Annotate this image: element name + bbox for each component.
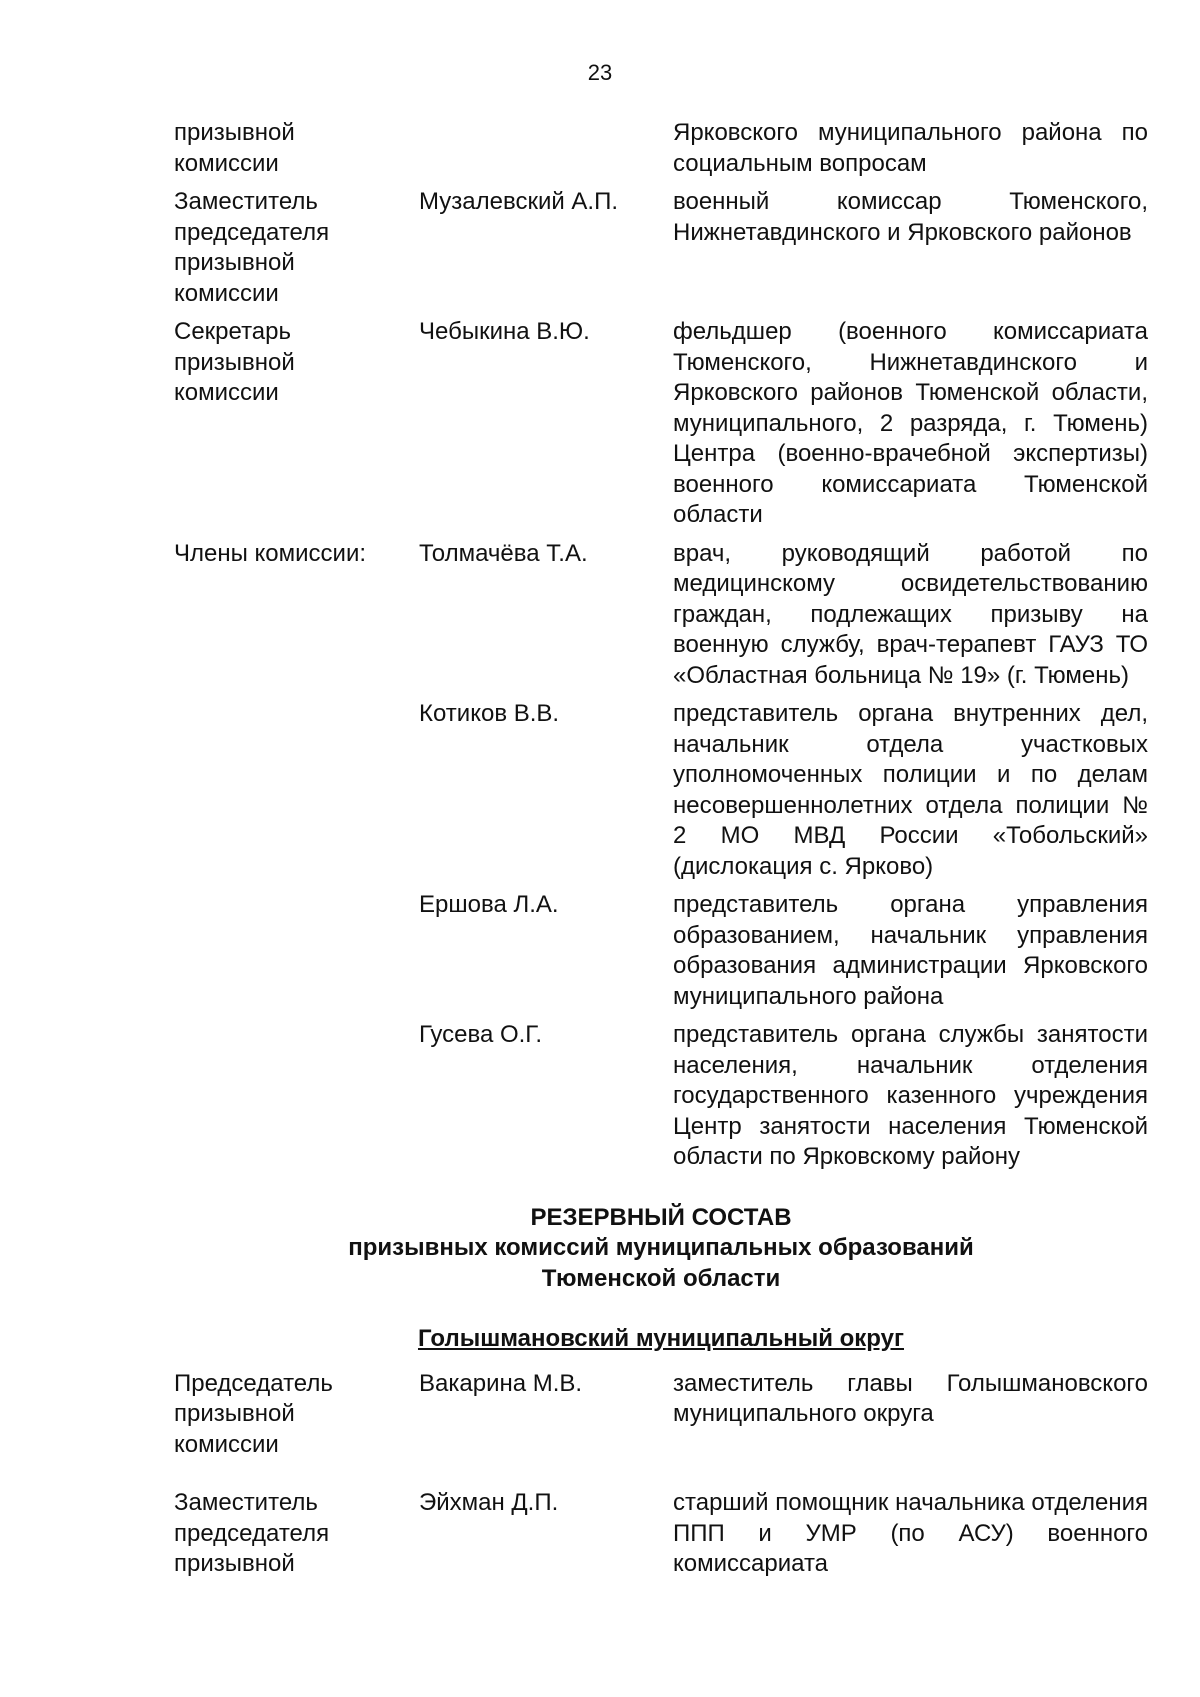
member-name: Чебыкина В.Ю. bbox=[419, 318, 590, 345]
role-line: призывной bbox=[174, 119, 295, 146]
table-row bbox=[174, 1020, 1148, 1173]
role-line: председателя bbox=[174, 218, 330, 246]
member-name: Вакарина М.В. bbox=[419, 1369, 583, 1397]
member-name: Эйхман Д.П. bbox=[419, 1489, 559, 1516]
role-cell bbox=[174, 1020, 419, 1173]
role-line: Заместитель bbox=[174, 1489, 318, 1516]
table-row bbox=[174, 1488, 1148, 1580]
district-table bbox=[174, 1369, 1148, 1580]
commission-table bbox=[174, 118, 1148, 1173]
member-name: Котиков В.В. bbox=[419, 700, 560, 727]
table-row bbox=[174, 539, 1148, 692]
role-cell bbox=[174, 317, 419, 531]
member-position: представитель органа внутренних дел, начальник отдела участковых уполномоченных полиции и по делам несовершеннолетних отдела полиции № 2 МО МВД России «Тобольский» (дислокация с. Ярково) bbox=[673, 700, 1148, 880]
document-body bbox=[174, 118, 1148, 1588]
member-position: врач, руководящий работой по медицинскому освидетельствованию граждан, подлежащих призыву на военную службу, врач-терапевт ГАУЗ ТО «Областная больница № 19» (г. Тюмень) bbox=[673, 539, 1148, 689]
role-line: комиссии bbox=[174, 1430, 279, 1458]
member-name bbox=[419, 118, 673, 179]
role-line: Председатель bbox=[174, 1369, 333, 1397]
role-cell bbox=[174, 1369, 419, 1461]
member-name: Ершова Л.А. bbox=[419, 891, 559, 918]
reserve-heading bbox=[174, 1203, 1148, 1295]
table-row bbox=[174, 890, 1148, 1012]
reserve-title: РЕЗЕРВНЫЙ СОСТАВ bbox=[530, 1203, 792, 1231]
role-line: Секретарь bbox=[174, 318, 291, 345]
member-name: Гусева О.Г. bbox=[419, 1021, 543, 1048]
member-position: фельдшер (военного комиссариата Тюменского, Нижнетавдинского и Ярковского районов Тюменской области, муниципального, 2 разряда, г. Тюмень) Центра (военно-врачебной экспертизы) военного комиссариата Тюменской области bbox=[673, 318, 1148, 528]
table-row bbox=[174, 317, 1148, 531]
table-row bbox=[174, 187, 1148, 309]
role-line: комиссии bbox=[174, 379, 279, 406]
table-row bbox=[174, 699, 1148, 882]
member-position: военный комиссар Тюменского, Нижнетавдинского и Ярковского районов bbox=[673, 188, 1148, 246]
role-cell bbox=[174, 118, 419, 179]
reserve-subtitle: призывных комиссий муниципальных образований bbox=[348, 1234, 974, 1261]
table-row bbox=[174, 118, 1148, 179]
member-position: Ярковского муниципального района по социальным вопросам bbox=[673, 119, 1148, 177]
member-position: представитель органа службы занятости населения, начальник отделения государственного казенного учреждения Центр занятости населения Тюменской области по Ярковскому району bbox=[673, 1021, 1148, 1170]
role-line: призывной bbox=[174, 1400, 295, 1427]
member-name: Музалевский А.П. bbox=[419, 188, 619, 215]
district-title: Голышмановский муниципальный округ bbox=[417, 1325, 904, 1352]
role-line: комиссии bbox=[174, 149, 279, 177]
member-name: Толмачёва Т.А. bbox=[419, 539, 588, 567]
reserve-region: Тюменской области bbox=[541, 1264, 781, 1292]
role-cell bbox=[174, 1488, 419, 1580]
role-line: призывной bbox=[174, 249, 295, 276]
role-cell bbox=[174, 890, 419, 1012]
role-line: председателя bbox=[174, 1519, 330, 1547]
role-cell bbox=[174, 699, 419, 882]
role-line: комиссии bbox=[174, 279, 279, 307]
member-position: старший помощник начальника отделения ППП и УМР (по АСУ) военного комиссариата bbox=[673, 1489, 1148, 1577]
role-line: Члены комиссии: bbox=[174, 539, 367, 567]
role-line: призывной bbox=[174, 348, 295, 376]
role-cell bbox=[174, 187, 419, 309]
member-position: представитель органа управления образованием, начальник управления образования администрации Ярковского муниципального района bbox=[673, 891, 1148, 1010]
member-position: заместитель главы Голышмановского муниципального округа bbox=[673, 1369, 1148, 1427]
role-cell bbox=[174, 539, 419, 692]
role-line: Заместитель bbox=[174, 188, 318, 215]
table-row bbox=[174, 1369, 1148, 1461]
role-line: призывной bbox=[174, 1550, 295, 1577]
page-number: 23 bbox=[587, 60, 613, 85]
